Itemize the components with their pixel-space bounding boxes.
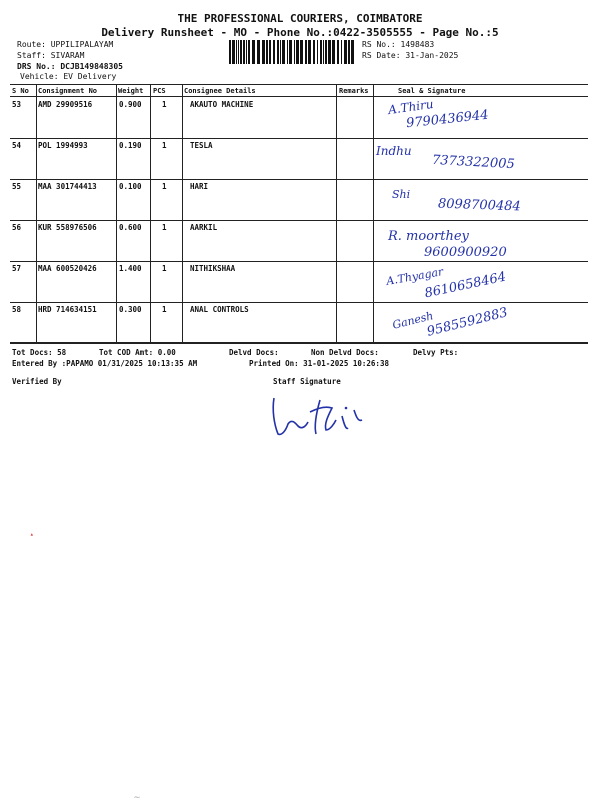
row-divider — [10, 302, 588, 303]
barcode-bar — [325, 40, 327, 64]
barcode-bar — [262, 40, 265, 64]
barcode-bar — [282, 40, 285, 64]
barcode-bar — [232, 40, 235, 64]
row-weight: 0.600 — [119, 223, 142, 232]
stray-mark: ▴ — [30, 531, 34, 538]
barcode-bar — [320, 40, 322, 64]
barcode-bar — [344, 40, 347, 64]
barcode-bar — [351, 40, 354, 64]
barcode-bar — [269, 40, 271, 64]
row-pcs: 1 — [162, 182, 167, 191]
barcode-bar — [348, 40, 350, 64]
row-weight: 0.300 — [119, 305, 142, 314]
row-consignment: MAA 600520426 — [38, 264, 97, 273]
row-signature-name: R. moorthey — [388, 229, 469, 244]
row-consignment: POL 1994993 — [38, 141, 88, 150]
row-signature-phone: 9600900920 — [424, 245, 507, 260]
column-divider — [150, 84, 151, 342]
barcode-bar — [280, 40, 281, 64]
barcode-bar — [273, 40, 275, 64]
barcode-bar — [289, 40, 292, 64]
barcode — [229, 40, 355, 64]
route-label: Route: UPPILIPALAYAM — [17, 40, 114, 49]
barcode-bar — [257, 40, 260, 64]
staff-signature-label: Staff Signature — [273, 377, 341, 386]
delivery-points: Delvy Pts: — [413, 348, 459, 357]
barcode-bar — [296, 40, 299, 64]
total-docs: Tot Docs: 58 — [12, 348, 67, 357]
row-sno: 54 — [12, 141, 22, 150]
row-pcs: 1 — [162, 100, 167, 109]
barcode-bar — [317, 40, 318, 64]
row-consignment: KUR 558976506 — [38, 223, 97, 232]
row-pcs: 1 — [162, 305, 167, 314]
row-pcs: 1 — [162, 223, 167, 232]
barcode-bar — [238, 40, 239, 64]
column-divider — [182, 84, 183, 342]
row-signature-phone: 7373322005 — [431, 152, 516, 173]
verified-by-label: Verified By — [12, 377, 62, 386]
row-divider — [10, 179, 588, 180]
barcode-bar — [328, 40, 331, 64]
row-signature-phone: 8098700484 — [437, 196, 521, 215]
barcode-bar — [277, 40, 279, 64]
row-divider — [10, 220, 588, 221]
table-bottom-rule — [10, 342, 588, 344]
row-weight: 0.190 — [119, 141, 142, 150]
barcode-bar — [252, 40, 255, 64]
barcode-bar — [248, 40, 250, 64]
barcode-bar — [294, 40, 295, 64]
barcode-bar — [246, 40, 247, 64]
row-divider — [10, 261, 588, 262]
barcode-bar — [323, 40, 324, 64]
barcode-bar — [341, 40, 342, 64]
barcode-bar — [300, 40, 303, 64]
company-title: THE PROFESSIONAL COURIERS, COIMBATORE — [177, 12, 423, 25]
row-consignee: ANAL CONTROLS — [190, 305, 249, 314]
row-consignee: HARI — [190, 182, 209, 191]
row-divider — [10, 138, 588, 139]
row-sno: 55 — [12, 182, 22, 191]
printed-on: Printed On: 31-01-2025 10:26:38 — [249, 359, 389, 368]
column-divider — [36, 84, 37, 342]
runsheet-subtitle: Delivery Runsheet - MO - Phone No.:0422-3505555 - Page No.:5 — [101, 26, 499, 39]
row-consignee: AKAUTO MACHINE — [190, 100, 254, 109]
column-divider — [373, 84, 374, 342]
table-top-rule — [10, 84, 588, 85]
delivered-docs: Delvd Docs: — [229, 348, 279, 357]
stray-mark: ⁓ — [134, 794, 140, 801]
row-sno: 57 — [12, 264, 22, 273]
row-signature-name: Shi — [392, 188, 411, 201]
col-header-consignee: Consignee Details — [184, 87, 256, 95]
row-sno: 56 — [12, 223, 22, 232]
rs-date: RS Date: 31-Jan-2025 — [362, 51, 459, 60]
row-consignee: AARKIL — [190, 223, 218, 232]
row-sno: 53 — [12, 100, 22, 109]
barcode-bar — [313, 40, 315, 64]
row-signature-phone: 9790436944 — [405, 107, 490, 132]
row-signature-phone: 9585592883 — [425, 305, 510, 340]
drs-number: DRS No.: DCJB149848305 — [17, 62, 123, 71]
staff-signature-scribble — [262, 390, 372, 440]
column-divider — [116, 84, 117, 342]
row-signature-name: A.Thiru — [387, 96, 435, 118]
row-sno: 58 — [12, 305, 22, 314]
table-header-rule — [10, 96, 588, 97]
barcode-bar — [308, 40, 311, 64]
non-delivered-docs: Non Delvd Docs: — [311, 348, 379, 357]
barcode-bar — [287, 40, 288, 64]
row-consignee: NITHIKSHAA — [190, 264, 236, 273]
row-consignment: MAA 301744413 — [38, 182, 97, 191]
col-header-sno: S No — [12, 87, 29, 95]
row-signature-name: Indhu — [376, 144, 412, 158]
row-pcs: 1 — [162, 141, 167, 150]
vehicle-label: Vehicle: EV Delivery — [20, 72, 117, 81]
barcode-bar — [266, 40, 268, 64]
barcode-bar — [332, 40, 335, 64]
row-weight: 1.400 — [119, 264, 142, 273]
column-divider — [336, 84, 337, 342]
row-signature-phone: 8610658464 — [423, 269, 508, 302]
barcode-bar — [229, 40, 231, 64]
barcode-bar — [236, 40, 237, 64]
col-header-weight: Weight — [118, 87, 144, 95]
row-weight: 0.100 — [119, 182, 142, 191]
entered-by: Entered By :PAPAMO 01/31/2025 10:13:35 AM — [12, 359, 198, 368]
barcode-bar — [337, 40, 339, 64]
row-weight: 0.900 — [119, 100, 142, 109]
row-consignment: HRD 714634151 — [38, 305, 97, 314]
staff-label: Staff: SIVARAM — [17, 51, 85, 60]
barcode-bar — [305, 40, 307, 64]
row-signature-name: A.Thyagar — [385, 265, 445, 288]
barcode-bar — [243, 40, 245, 64]
row-signature-name: Ganesh — [391, 309, 435, 332]
col-header-signature: Seal & Signature — [398, 87, 466, 95]
total-cod-amount: Tot COD Amt: 0.00 — [99, 348, 176, 357]
row-consignee: TESLA — [190, 141, 213, 150]
row-consignment: AMD 29909516 — [38, 100, 93, 109]
col-header-consignment: Consignment No — [38, 87, 98, 95]
barcode-bar — [240, 40, 242, 64]
rs-number: RS No.: 1498483 — [362, 40, 435, 49]
col-header-remarks: Remarks — [339, 87, 369, 95]
row-pcs: 1 — [162, 264, 167, 273]
col-header-pcs: PCS — [153, 87, 166, 95]
